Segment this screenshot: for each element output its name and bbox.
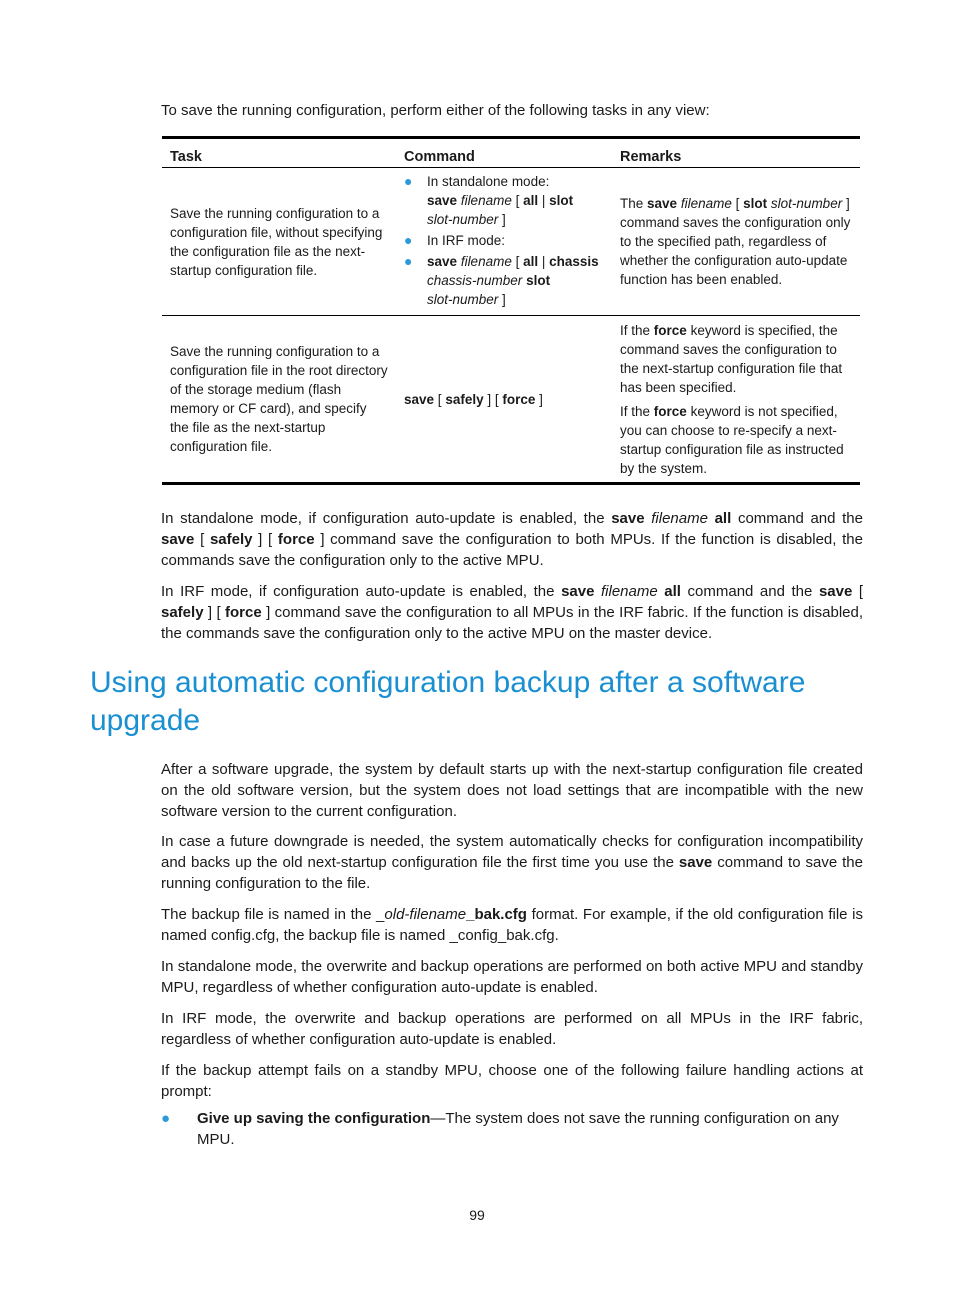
task-cell: Save the running configuration to a configuration file in the root directory of the storage medium (flash memory or CF card), and specify the file as the next-startup configuration file. (162, 316, 396, 484)
remark-text: If the (620, 322, 651, 338)
kw-all: all (523, 254, 539, 269)
kw-safely: safely (161, 604, 204, 621)
arg-filename: filename (460, 193, 512, 208)
remark-paragraph (620, 402, 852, 478)
list-item (404, 231, 604, 250)
kw-safely: safely (445, 391, 484, 407)
kw-all: all (664, 583, 681, 600)
paragraph-standalone-backup: In standalone mode, the overwrite and backup operations are performed on both active MPU and standby MPU, regardless of whether configuration auto-update is enabled. (161, 958, 863, 996)
paragraph-backup-name (161, 904, 863, 946)
arg-filename: filename (460, 254, 512, 269)
text: In case a future downgrade is needed, the system automatically checks for configuration incompatibility and backs up the old next-startup configuration file the first time you use the (161, 833, 863, 871)
remarks-cell (612, 316, 860, 484)
section-heading: Using automatic configuration backup after a software upgrade (90, 666, 806, 737)
list-item (161, 1108, 863, 1150)
remark-text: keyword is specified, the command saves the configuration to the next-startup configuration file that has been specified. (620, 322, 843, 395)
bullet-bold: Give up saving the configuration (197, 1110, 431, 1127)
arg-old-filename: old-filename (384, 906, 467, 923)
paragraph-standalone: In standalone mode, if configuration auto-update is enabled, the save filename all command and the save [ safely ] [ force ] command save the configuration to both MPUs. If the function is disabled, the commands save the configuration only to the active MPU. (161, 510, 863, 569)
arg-slot-number: slot-number (770, 196, 843, 211)
table-row (162, 316, 860, 484)
irf-label: In IRF mode: (427, 233, 506, 248)
header-remarks: Remarks (612, 138, 860, 168)
intro-text: To save the running configuration, perform either of the following tasks in any view: (161, 102, 710, 119)
kw-force: force (502, 391, 536, 407)
kw-force: force (653, 403, 687, 419)
arg-chassis-number: chassis-number (427, 273, 523, 288)
text: ] command save the configuration to all MPUs in the IRF fabric. If the function is disabled, the commands save the configuration only to the active MPU on the master device. (161, 604, 863, 642)
kw-save: save (161, 531, 195, 548)
remark-text: If the (620, 403, 651, 419)
bullet-icon: ● (161, 1110, 171, 1127)
kw-save: save (647, 196, 678, 211)
task-table (162, 136, 860, 485)
kw-save: save (561, 583, 595, 600)
remarks-cell: The save filename [ slot slot-number ] command saves the configuration only to the specified path, regardless of whether the configuration auto-update function has been enabled. (612, 168, 860, 316)
bullet-text (197, 1108, 863, 1150)
bullet-icon: ● (404, 173, 413, 189)
arg-filename: filename (680, 196, 732, 211)
bullet-icon: ● (404, 232, 413, 248)
paragraph-backup-fail: If the backup attempt fails on a standby MPU, choose one of the following failure handling actions at prompt: (161, 1062, 863, 1100)
text: The backup file is named in the _ (161, 906, 385, 923)
paragraph-irf-backup: In IRF mode, the overwrite and backup operations are performed on all MPUs in the IRF fabric, regardless of whether configuration auto-update is enabled. (161, 1010, 863, 1048)
remark-paragraph (620, 321, 852, 397)
text: command to save the running configuration to the file. (161, 854, 863, 892)
kw-slot: slot (549, 193, 574, 208)
kw-save: save (404, 391, 435, 407)
text: format. For example, if the old configuration file is named config.cfg, the backup file is named _config_bak.cfg. (161, 906, 863, 944)
table-header-row (162, 138, 860, 168)
kw-save: save (818, 583, 853, 600)
kw-save: save (678, 854, 713, 871)
text: In standalone mode, if configuration auto-update is enabled, the (161, 510, 605, 527)
header-task: Task (162, 138, 396, 168)
kw-force: force (277, 531, 315, 548)
kw-all: all (523, 193, 539, 208)
kw-save: save (427, 254, 458, 269)
kw-all: all (714, 510, 732, 527)
remark-text: keyword is not specified, you can choose to re-specify a next-startup configuration file as instructed by the system. (620, 403, 844, 476)
kw-force: force (653, 322, 687, 338)
command-cell (396, 168, 612, 316)
text: command and the (687, 583, 813, 600)
page-number: 99 (469, 1207, 485, 1223)
arg-filename: filename (601, 583, 658, 600)
kw-bak-cfg: _bak.cfg (466, 906, 527, 923)
arg-filename: filename (651, 510, 708, 527)
paragraph-irf: In IRF mode, if configuration auto-update is enabled, the save filename all command and the save [ safely ] [ force ] command save the configuration to all MPUs in the IRF fabric. If the function is disabled, the commands save the configuration only to the active MPU on the master device. (161, 583, 864, 642)
table-row (162, 168, 860, 316)
paragraph-downgrade (161, 831, 863, 894)
kw-safely: safely (209, 531, 253, 548)
text: —The system does not save the running configuration on any MPU. (197, 1110, 839, 1148)
command-cell: save [ safely ] [ force ] (396, 316, 612, 484)
kw-force: force (225, 604, 262, 621)
list-item: ● save filename [ all | chassis chassis-number slot slot-number ] (404, 253, 599, 307)
kw-save: save (427, 193, 458, 208)
arg-slot-number: slot-number (427, 212, 499, 227)
standalone-label: In standalone mode: (427, 174, 550, 189)
kw-slot: slot (526, 273, 551, 288)
arg-slot-number: slot-number (427, 292, 499, 307)
remark-text: command saves the configuration only to the specified path, regardless of whether the configuration auto-update function has been enabled. (620, 215, 851, 287)
list-item: ● In standalone mode: save filename [ all | slot slot-number ] (404, 173, 574, 227)
text: command and the (737, 510, 863, 527)
task-cell: Save the running configuration to a configuration file, without specifying the configuration file as the next-startup configuration file. (162, 168, 396, 316)
text: ] command save the configuration to both MPUs. If the function is disabled, the commands save the configuration only to the active MPU. (161, 531, 863, 569)
header-command: Command (396, 138, 612, 168)
kw-save: save (611, 510, 645, 527)
paragraph-after-upgrade: After a software upgrade, the system by default starts up with the next-startup configuration file created on the old software version, but the system does not load settings that are incompatible with the new software version to the current configuration. (161, 761, 863, 820)
text: In IRF mode, if configuration auto-update is enabled, the (161, 583, 555, 600)
kw-chassis: chassis (549, 254, 599, 269)
kw-slot: slot (743, 196, 768, 211)
remark-text: The (620, 196, 644, 211)
bullet-icon: ● (404, 253, 413, 269)
